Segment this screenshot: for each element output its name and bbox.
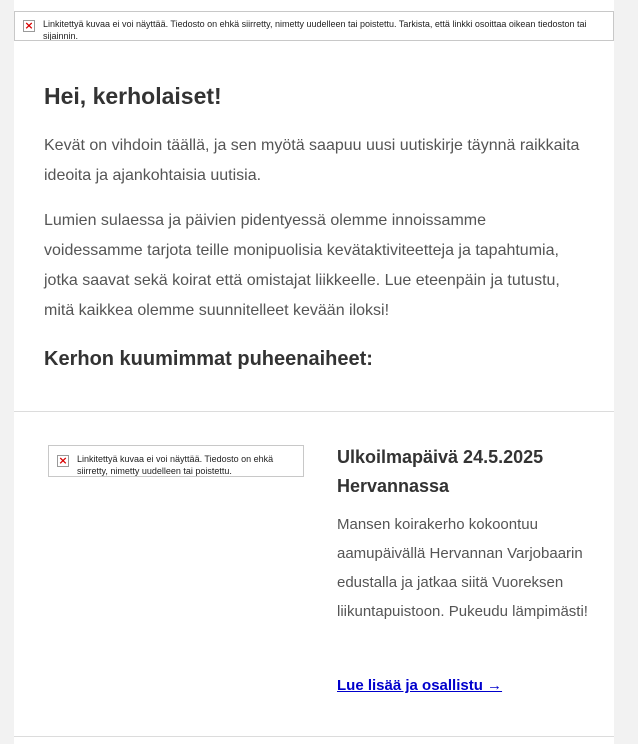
- greeting-heading: Hei, kerholaiset!: [44, 83, 222, 109]
- event-description: Mansen koirakerho kokoontuu aamupäivällä Hervannan Varjobaarin edustalla ja jatkaa siitä Vuoreksen liikuntapuistoon. Pukeudu lämpimästi!: [337, 516, 588, 620]
- intro-paragraph-1: Kevät on vihdoin täällä, ja sen myötä saapuu uusi uutiskirje täynnä raikkaita ideoita ja ajankohtaisia uutisia.: [44, 137, 580, 184]
- broken-image-message: Linkitettyä kuvaa ei voi näyttää. Tiedosto on ehkä siirretty, nimetty uudelleen tai poistettu. Tarkista, että linkki osoittaa oikean tiedoston tai sijainnin.: [43, 19, 587, 41]
- intro-paragraph-2: Lumien sulaessa ja päivien pidentyessä olemme innoissamme voidessamme tarjota teille monipuolisia kevätaktiviteetteja ja tapahtumia, jotka saavat sekä koirat että omistajat liikkeelle. Lue eteenpäin ja tutustu, mitä kaikkea olemme suunnitelleet kevään iloksi!: [44, 212, 560, 319]
- broken-image-icon: ×: [58, 454, 68, 467]
- email-body: [14, 0, 614, 744]
- event-image-placeholder: [48, 445, 304, 477]
- broken-image-icon: ×: [24, 19, 34, 32]
- broken-image-message: Linkitettyä kuvaa ei voi näyttää. Tiedosto on ehkä siirretty, nimetty uudelleen tai poistettu.: [77, 454, 274, 476]
- section-divider: [14, 411, 614, 412]
- read-more-link[interactable]: Lue lisää ja osallistu →: [337, 677, 503, 694]
- section-divider: [14, 736, 614, 737]
- event-title: Ulkoilmapäivä 24.5.2025 Hervannassa: [337, 447, 544, 496]
- section-heading: Kerhon kuumimmat puheenaiheet:: [44, 348, 373, 370]
- hero-image-placeholder: [14, 11, 614, 41]
